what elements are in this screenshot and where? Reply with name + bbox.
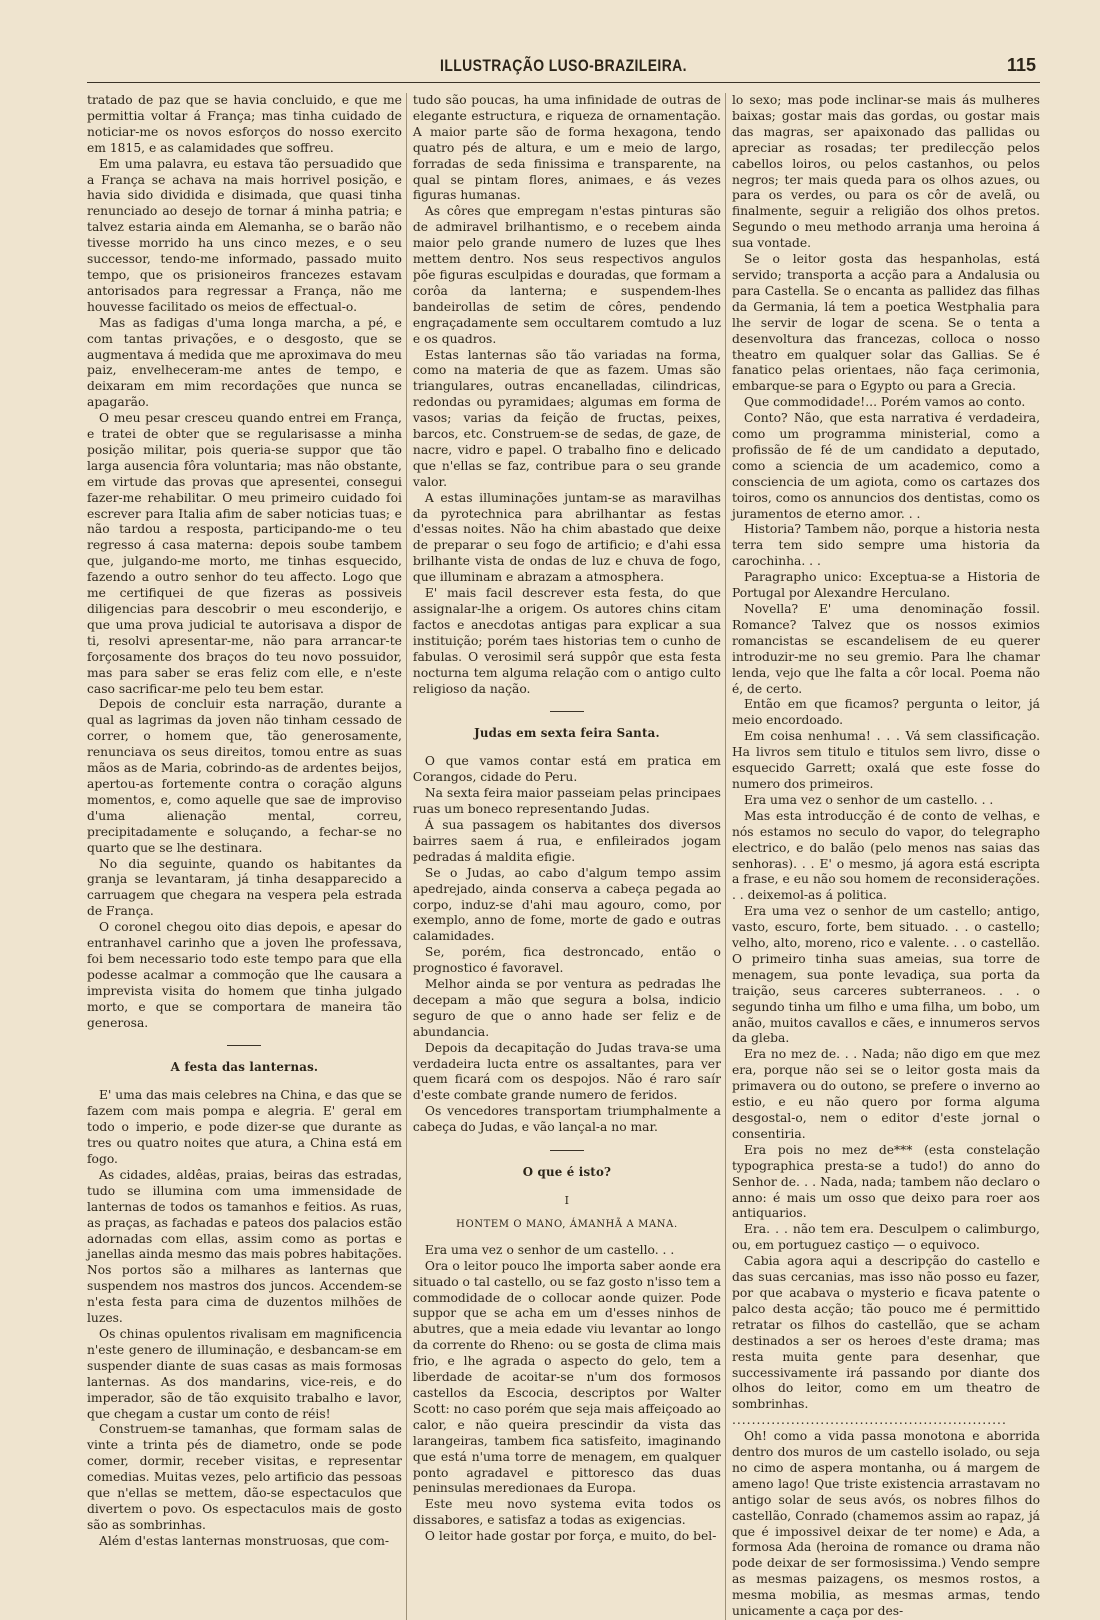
paragraph: Cabia agora aqui a descripção do castello e das suas cercanias, mas isso não posso eu fazer, por que acabava o mysterio e ficava patente o palco desta acção; tão pouco me é permittido retratar os filhos do castellão, que se acham destinados a ser os heroes d'este drama; mas resta muita gente para desenhar, que successivamente irá passando por diante dos olhos do leitor, como em um theatro de sombrinhas. — [731, 1254, 1040, 1412]
paragraph: O coronel chegou oito dias depois, e apesar do entranhavel carinho que a joven lhe professava, foi bem necessario todo este tempo para que ella podesse acalmar a commoção que lhe causara a imprevista visita do homem que tinha julgado morto, e que se comportara de maneira tão generosa. — [87, 920, 402, 1030]
paragraph: Ora o leitor pouco lhe importa saber aonde era situado o tal castello, ou se faz gosto n'isso tem a commodidade de o collocar aonde quizer. Pode suppor que se acha em um d'esses ninhos de abutres, que a meia edade viu levantar ao longo da corrente do Rheno: ou se gosta de clima mais frio, e lhe agrada o aspecto do gelo, tem a liberdade de acoitar-se n'um dos formosos castellos da Escocia, descriptos por Walter Scott: no caso porém que seja mais affeiçoado ao calor, e não queira prescindir da vista das larangeiras, tambem fica satisfeito, imaginando que está n'uma torre de menagem, em qualquer ponto agradavel e pittoresco das duas peninsulas meredionaes da Europa. — [412, 1258, 721, 1496]
paragraph: Oh! como a vida passa monotona e aborrida dentro dos muros de um castello isolado, ou seja no cimo de aspera montanha, ou á margem de ameno lago! Que triste existencia arrastavam no antigo solar de seus avós, os nobres filhos do castellão, Conrado (chamemos assim ao rapaz, já que é impossivel deixar de ter nome) e Ada, a formosa Ada (heroina de romance ou drama não pode deixar de ser formosissima.) Vendo sempre as mesmas paizagens, os mesmos rostos, a mesma mobilia, as mesmas armas, tendo unicamente a caça por des- — [731, 1429, 1040, 1619]
paragraph: Além d'estas lanternas monstruosas, que com- — [99, 1533, 390, 1548]
column-2 — [406, 93, 721, 1620]
paragraph: Se o Judas, ao cabo d'algum tempo assim apedrejado, ainda conserva a cabeça pegada ao corpo, induz-se d'ahi mau agouro, como, por exemplo, anno de fome, morte de gado e outras calamidades. — [412, 865, 721, 944]
page-header — [87, 54, 1040, 83]
paragraph: tudo são poucas, ha uma infinidade de outras de elegante estructura, e riqueza de ornamentação. A maior parte são de forma hexagona, tendo quatro pés de altura, e um e meio de largo, forradas de seda finissima e transparente, na qual se pintam flores, animaes, e ás vezes figuras humanas. — [412, 93, 721, 203]
paragraph: No dia seguinte, quando os habitantes da granja se levantaram, já tinha desapparecido a carruagem que chegara na vespera pela estrada de França. — [87, 856, 402, 919]
paragraph: Conto? Não, que esta narrativa é verdadeira, como um programma ministerial, como a profissão de fé de um candidato a deputado, como a sciencia de um academico, como a consciencia de um agiota, como os cartazes dos toiros, como os annuncios dos dentistas, como os juramentos de eterno amor. . . — [731, 411, 1040, 521]
paragraph: E' mais facil descrever esta festa, do que assignalar-lhe a origem. Os autores chins citam factos e anecdotas antigas para explicar a sua instituição; porém taes historias tem o cunho de fabulas. O verosimil será suppôr que esta festa nocturna tem alguma relação com o antigo culto religioso da nação. — [412, 586, 721, 696]
column-1 — [87, 93, 402, 1620]
paragraph: Que commodidade!... Porém vamos ao conto. — [743, 395, 1026, 410]
paragraph: Á sua passagem os habitantes dos diversos bairres saem á rua, e enfileirados jogam pedradas á maldita efigie. — [412, 817, 721, 864]
paragraph: As côres que empregam n'estas pinturas são de admiravel brilhantismo, e o recebem ainda maior pelo grande numero de luzes que lhes mettem dentro. Nos seus respectivos angulos põe figuras esculpidas e douradas, que formam a corôa da lanterna; e suspendem-lhes bandeirollas de setim de côres, pendendo engraçadamente sem occultarem comtudo a luz e os quadros. — [412, 204, 721, 346]
paragraph: Mas esta introducção é de conto de velhas, e nós estamos no seculo do vapor, do telegrapho electrico, e do balão (pelo menos nas saias das senhoras). . . E' o mesmo, já agora está escripta a frase, e eu não sou homem de reconsiderações. . . deixemol-as á politica. — [731, 808, 1040, 903]
chapter-subheading: HONTEM O MANO, ÁMANHÃ A MANA. — [456, 1218, 678, 1230]
section-heading-judas: Judas em sexta feira Santa. — [474, 726, 660, 741]
paragraph: A estas illuminações juntam-se as maravilhas da pyrotechnica para abrilhantar as festas d'essas noites. Não ha chim abastado que deixe de preparar o seu fogo de artificio; e d'ahi essa brilhante vista de ondas de luz e chuva de fogo, que illuminam e abrazam a atmosphera. — [412, 490, 721, 585]
paragraph: Era uma vez o senhor de um castello. . . — [424, 1242, 675, 1257]
chapter-number: I — [564, 1194, 570, 1207]
paragraph: Em uma palavra, eu estava tão persuadido que a França se achava na mais horrivel posição, e havia sido dividida e disimada, que quasi tinha renunciado ao desejo de tornar á minha patria; e talvez estaria ainda em Alemanha, se o barão não tivesse morrido ha uns cinco mezes, e o seu successor, tendo-me informado, passado muito tempo, que os prisioneiros francezes estavam antorisados para regressar a França, não me houvesse facilitado os meios de effectual-o. — [87, 156, 402, 314]
paragraph: Os chinas opulentos rivalisam em magnificencia n'este genero de illuminação, e desbancam-se em suspender diante de suas casas as mais formosas lanternas. As dos mandarins, vice-reis, e do imperador, são de tão exquisito trabalho e lavor, que chegam a custar um conto de réis! — [87, 1326, 402, 1421]
paragraph: Depois da decapitação do Judas trava-se uma verdadeira lucta entre os assaltantes, para ver quem ficará com os despojos. Não é raro saír d'este combate grande numero de feridos. — [412, 1040, 721, 1103]
paragraph: Era uma vez o senhor de um castello. . . — [743, 792, 994, 807]
page-number: 115 — [1006, 55, 1036, 75]
paragraph: Novella? E' uma denominação fossil. Romance? Talvez que os nossos eximios romancistas se escandelisem de eu querer introduzir-me no seu gremio. Para lhe chamar lenda, vejo que lhe falta a côr local. Poema não é, de certo. — [731, 602, 1040, 696]
section-heading-o-que-e-isto: O que é isto? — [522, 1165, 612, 1180]
text-columns — [87, 93, 1040, 1620]
dotted-separator: ........................................................ — [731, 1413, 1007, 1428]
paragraph: O meu pesar cresceu quando entrei em França, e tratei de obter que se regularisasse a minha posição militar, pois queria-se suppor que tão larga ausencia fôra voluntaria; mas não obstante, em virtude das provas que apresentei, consegui fazer-me rehabilitar. O meu primeiro cuidado foi escrever para Italia afim de saber noticias tuas; e não tardou a resposta, participando-me o teu regresso á casa materna: depois soube tambem que, julgando-me morto, me tinhas esquecido, fazendo a outro senhor do teu affecto. Logo que me certifiquei de que fizeras as possiveis diligencias para descobrir o meu esconderijo, e que uma prova judicial te autorisava a dispor de ti, resolvi apresentar-me, não para arrancar-te forçosamente dos braços do teu novo possuidor, mas para saber se eras feliz com elle, e n'este caso sacrificar-me pelo teu bem estar. — [87, 411, 402, 696]
paragraph: Paragrapho unico: Exceptua-se a Historia de Portugal por Alexandre Herculano. — [731, 570, 1040, 601]
paragraph: Na sexta feira maior passeiam pelas principaes ruas um boneco representando Judas. — [412, 786, 721, 817]
paragraph: tratado de paz que se havia concluido, e que me permittia voltar á França; mas tinha cuidado de noticiar-me os novos esforços do nosso exercito em 1815, e as calamidades que soffreu. — [87, 93, 402, 155]
paragraph: Os vencedores transportam triumphalmente a cabeça do Judas, e vão lançal-a no mar. — [412, 1104, 721, 1135]
paragraph: Este meu novo systema evita todos os dissabores, e satisfaz a todas as exigencias. — [412, 1497, 721, 1528]
paragraph: Se, porém, fica destroncado, então o prognostico é favoravel. — [412, 945, 721, 976]
paragraph: Estas lanternas são tão variadas na forma, como na materia de que as fazem. Umas são triangulares, outras encanelladas, cilindricas, redondas ou pyramidaes; algumas em forma de vasos; varias da feição de fructas, peixes, barcos, etc. Construem-se de sedas, de gaze, de nacre, vidro e papel. O trabalho fino e delicado que n'ellas se faz, contribue para o seu grande valor. — [412, 347, 721, 489]
paragraph: O leitor hade gostar por força, e muito, do bel- — [424, 1529, 717, 1544]
paragraph: Era uma vez o senhor de um castello; antigo, vasto, escuro, forte, bem situado. . . o castello; velho, alto, moreno, rico e valente. . . o castellão. O primeiro tinha suas ameias, sua torre de menagem, sua ponte levadiça, sua porta da traição, seus carceres subterraneos. . . o segundo tinha um filho e uma filha, um bobo, um anão, muitos cavallos e cães, e innumeros servos da gleba. — [731, 904, 1040, 1046]
section-divider — [227, 1045, 261, 1046]
paragraph: Melhor ainda se por ventura as pedradas lhe decepam a mão que segura a bolsa, indicio seguro de que o anno hade ser feliz e de abundancia. — [412, 977, 721, 1039]
paragraph: Era no mez de. . . Nada; não digo em que mez era, porque não sei se o leitor gosta mais da primavera ou do outono, se prefere o inverno ao estio, e eu não quero por forma alguma desgostal-o, nem o editor d'este jornal o consentiria. — [731, 1047, 1040, 1141]
section-heading-festa-lanternas: A festa das lanternas. — [170, 1060, 319, 1075]
paragraph: Era pois no mez de*** (esta constelação typographica presta-se a tudo!) do anno do Senhor de. . . Nada, nada; tambem não declaro o anno: é mais um osso que deixo para roer aos antiquarios. — [731, 1142, 1040, 1221]
paragraph: Se o leitor gosta das hespanholas, está servido; transporta a acção para a Andalusia ou para Castella. Se o encanta as pallidez das filhas da Germania, lá tem a poetica Westphalia para lhe servir de logar de scena. Se o tenta a desenvoltura das francezas, colloca o nosso theatro em qualquer solar das Gallias. Se é fanatico pelas orientaes, não faça cerimonia, embarque-se para o Egypto ou para a Grecia. — [731, 252, 1040, 394]
paragraph: Era. . . não tem era. Desculpem o calimburgo, ou, em portuguez castiço — o equivoco. — [731, 1222, 1040, 1253]
paragraph: O que vamos contar está em pratica em Corangos, cidade do Peru. — [412, 754, 721, 785]
paragraph: Depois de concluir esta narração, durante a qual as lagrimas da joven não tinham cessado de correr, o homem que, tão generosamente, renunciava os seus direitos, tomou entre as suas mãos as de Maria, cobrindo-as de ardentes beijos, apertou-as fortemente contra o coração alguns momentos, e, como aquelle que sae de improviso d'uma alienação mental, correu, precipitadamente e soluçando, a fechar-se no quarto que se lhe destinara. — [87, 697, 402, 855]
column-3 — [725, 93, 1040, 1620]
paragraph: Em coisa nenhuma! . . . Vá sem classificação. Ha livros sem titulo e titulos sem livro, disse o esquecido Garrett; oxalá que este fosse do numero dos primeiros. — [731, 729, 1040, 791]
paragraph: Historia? Tambem não, porque a historia nesta terra tem sido sempre uma historia da carochinha. . . — [731, 522, 1040, 569]
paragraph: Construem-se tamanhas, que formam salas de vinte a trinta pés de diametro, onde se pode comer, dormir, receber visitas, e representar comedias. Muitas vezes, pelo artificio das pessoas que n'ellas se mettem, dão-se espectaculos que divertem o povo. Os espectaculos mais de gosto são as sombrinhas. — [87, 1422, 402, 1532]
paragraph: Mas as fadigas d'uma longa marcha, a pé, e com tantas privações, e o desgosto, que se augmentava á medida que me aproximava do meu paiz, envelheceram-me antes de tempo, e deixaram em mim recordações que nunca se apagarão. — [87, 315, 402, 410]
section-divider — [550, 711, 584, 712]
paragraph: lo sexo; mas pode inclinar-se mais ás mulheres baixas; gostar mais das gordas, ou gostar mais das magras, ser apaixonado das pallidas ou apreciar as rosadas; ter predilecção pelos cabellos loiros, ou pelos castanhos, ou pelos negros; ter mais queda para os olhos azues, ou para os verdes, ou para os côr de avelã, ou finalmente, seguir a religião dos olhos pretos. Segundo o meu methodo arranja uma heroina á sua vontade. — [731, 93, 1040, 251]
paragraph: E' uma das mais celebres na China, e das que se fazem com mais pompa e alegria. E' geral em todo o imperio, e pode dizer-se que durante as tres ou quatro noites que atura, a China está em fogo. — [87, 1088, 402, 1166]
paragraph: As cidades, aldêas, praias, beiras das estradas, tudo se illumina com uma immensidade de lanternas de todos os tamanhos e feitios. As ruas, as praças, as fachadas e pateos dos palacios estão adornadas com ellas, assim como as portas e janellas ainda mesmo das mais pobres habitações. Nos portos são a milhares as lanternas que suspendem nos mastros dos juncos. Accendem-se n'esta festa para cima de duzentos milhões de luzes. — [87, 1167, 402, 1326]
publication-title: ILLUSTRAÇÃO LUSO-BRAZILEIRA. — [440, 56, 687, 75]
paragraph: Então em que ficamos? pergunta o leitor, já meio encordoado. — [731, 697, 1040, 728]
section-divider — [550, 1150, 584, 1151]
